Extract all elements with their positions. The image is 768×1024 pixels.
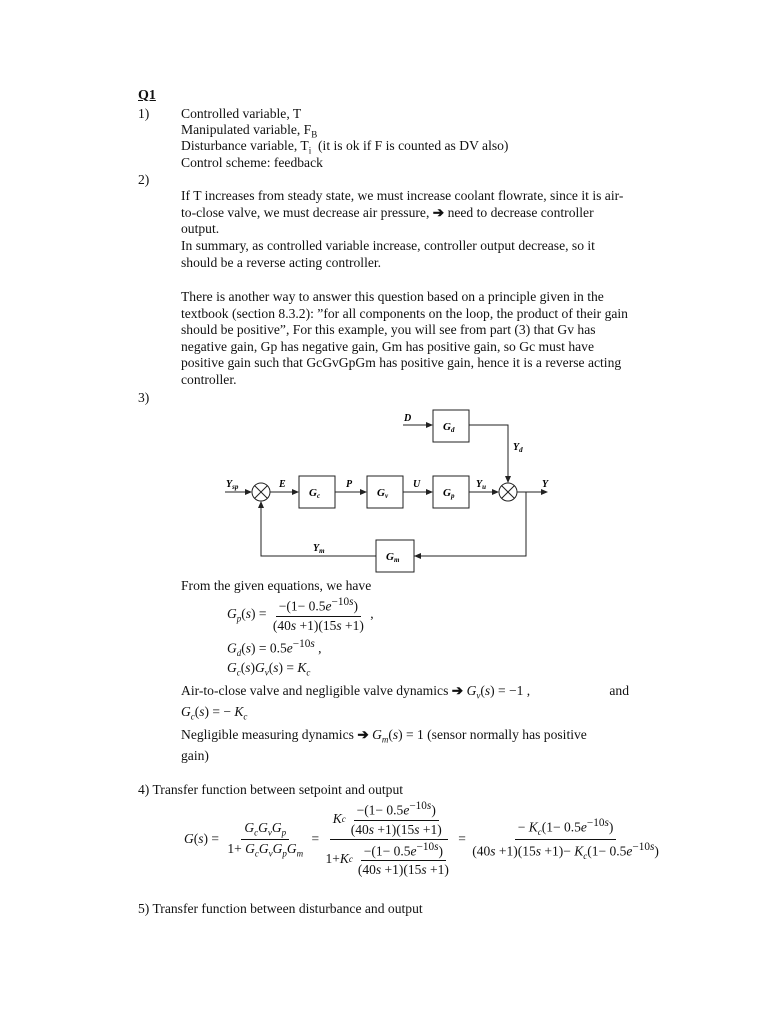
block-gc-label: Gc bbox=[309, 487, 321, 500]
part-2-number: 2) bbox=[138, 172, 150, 187]
section-heading: Q1 bbox=[138, 88, 156, 103]
part-2-paragraph-3: There is another way to answer this question based on a principle given in the textbook (section 8.3.2): ”for all components on the loop, the product of their gain should be positive”, For this example, you will see from part (3) that Gv has negative gain, Gp has negative gain, Gm has positive gain, so Gc must have positive gain such that GcGvGpGm has positive gain, hence it is a reverse acting controller. bbox=[181, 289, 628, 387]
block-diagram bbox=[221, 404, 551, 576]
signal-p: P bbox=[346, 479, 353, 490]
equations-intro: From the given equations, we have bbox=[181, 578, 372, 593]
implies-arrow-icon: ➔ bbox=[451, 683, 464, 698]
block-gd-label: Gd bbox=[443, 421, 455, 434]
signal-y: Y bbox=[542, 479, 549, 490]
signal-ysp: $Y_{sp}$ bbox=[226, 479, 239, 491]
part-3-number: 3) bbox=[138, 390, 150, 405]
disturbance-variable-line: Disturbance variable, $T_i$ (it is ok if F is counted as DV also) bbox=[181, 138, 509, 156]
signal-d: D bbox=[404, 413, 412, 424]
controlled-variable-line: Controlled variable, T bbox=[181, 106, 302, 121]
signal-ym: $Y_m$ bbox=[313, 543, 325, 555]
part-1-number: 1) bbox=[138, 106, 150, 121]
gc-equation: $G_c(s)$ = − $K_c$ bbox=[181, 704, 248, 722]
block-gv-label: Gv bbox=[377, 487, 389, 500]
gd-equation: $G_d(s) = 0.5e^{-10s}$ , bbox=[227, 638, 322, 659]
block-gm-label: Gm bbox=[386, 551, 400, 564]
part-2-paragraph-1: If T increases from steady state, we must increase coolant flowrate, since it is air-to-close valve, we must decrease air pressure, ➔ need to decrease controller output. bbox=[181, 188, 624, 236]
implies-arrow-icon: ➔ bbox=[357, 727, 369, 742]
gcgv-equation: $G_c(s)G_v(s) = K_c$ bbox=[227, 660, 311, 678]
part-4-label: 4) Transfer function between setpoint and output bbox=[138, 782, 404, 797]
signal-yd: $Y_d$ bbox=[513, 442, 523, 454]
gp-equation: $G_p(s)$ = $\frac{-(1- 0.5e^{-10s})}{(40s +1)(15s +1)}$ , bbox=[227, 596, 374, 633]
signal-e: E bbox=[279, 479, 286, 490]
part-5-label: 5) Transfer function between disturbance and output bbox=[138, 901, 423, 916]
setpoint-transfer-function: G(s) = $\frac{G_cG_vG_p}{1+ G_cG_vG_pG_m}$ = K c $\frac{-(1- 0.5e^{-10s})}{(40s +1)(15s +1)}$ 1+ K c $\frac{-(1- 0.5e^{-10s})}{(40s +1)(15s +1)}$ = $\frac{- K_c(1- 0.5e^{-10s})}{(40s +1)(15s +1)- K_c(1- 0.5e^{-10s})}$ bbox=[184, 800, 659, 877]
signal-u: U bbox=[413, 479, 421, 490]
measuring-dynamics-line-2: gain) bbox=[181, 748, 209, 763]
manipulated-variable-line: Manipulated variable, $F_B$ bbox=[181, 122, 318, 140]
control-scheme-line: Control scheme: feedback bbox=[181, 155, 323, 170]
part-2-paragraph-2: In summary, as controlled variable increase, controller output decrease, so it should be a reverse acting controller. bbox=[181, 238, 595, 270]
measuring-dynamics-line: Negligible measuring dynamics ➔ $G_m(s) = 1$ (sensor normally has positive bbox=[181, 727, 587, 745]
block-gp-label: Gp bbox=[443, 487, 455, 500]
signal-yu: $Y_u$ bbox=[476, 479, 487, 491]
implies-arrow-icon: ➔ bbox=[432, 204, 445, 220]
valve-dynamics-line: Air-to-close valve and negligible valve dynamics ➔ $G_v(s) = -1$ , and bbox=[181, 683, 629, 701]
